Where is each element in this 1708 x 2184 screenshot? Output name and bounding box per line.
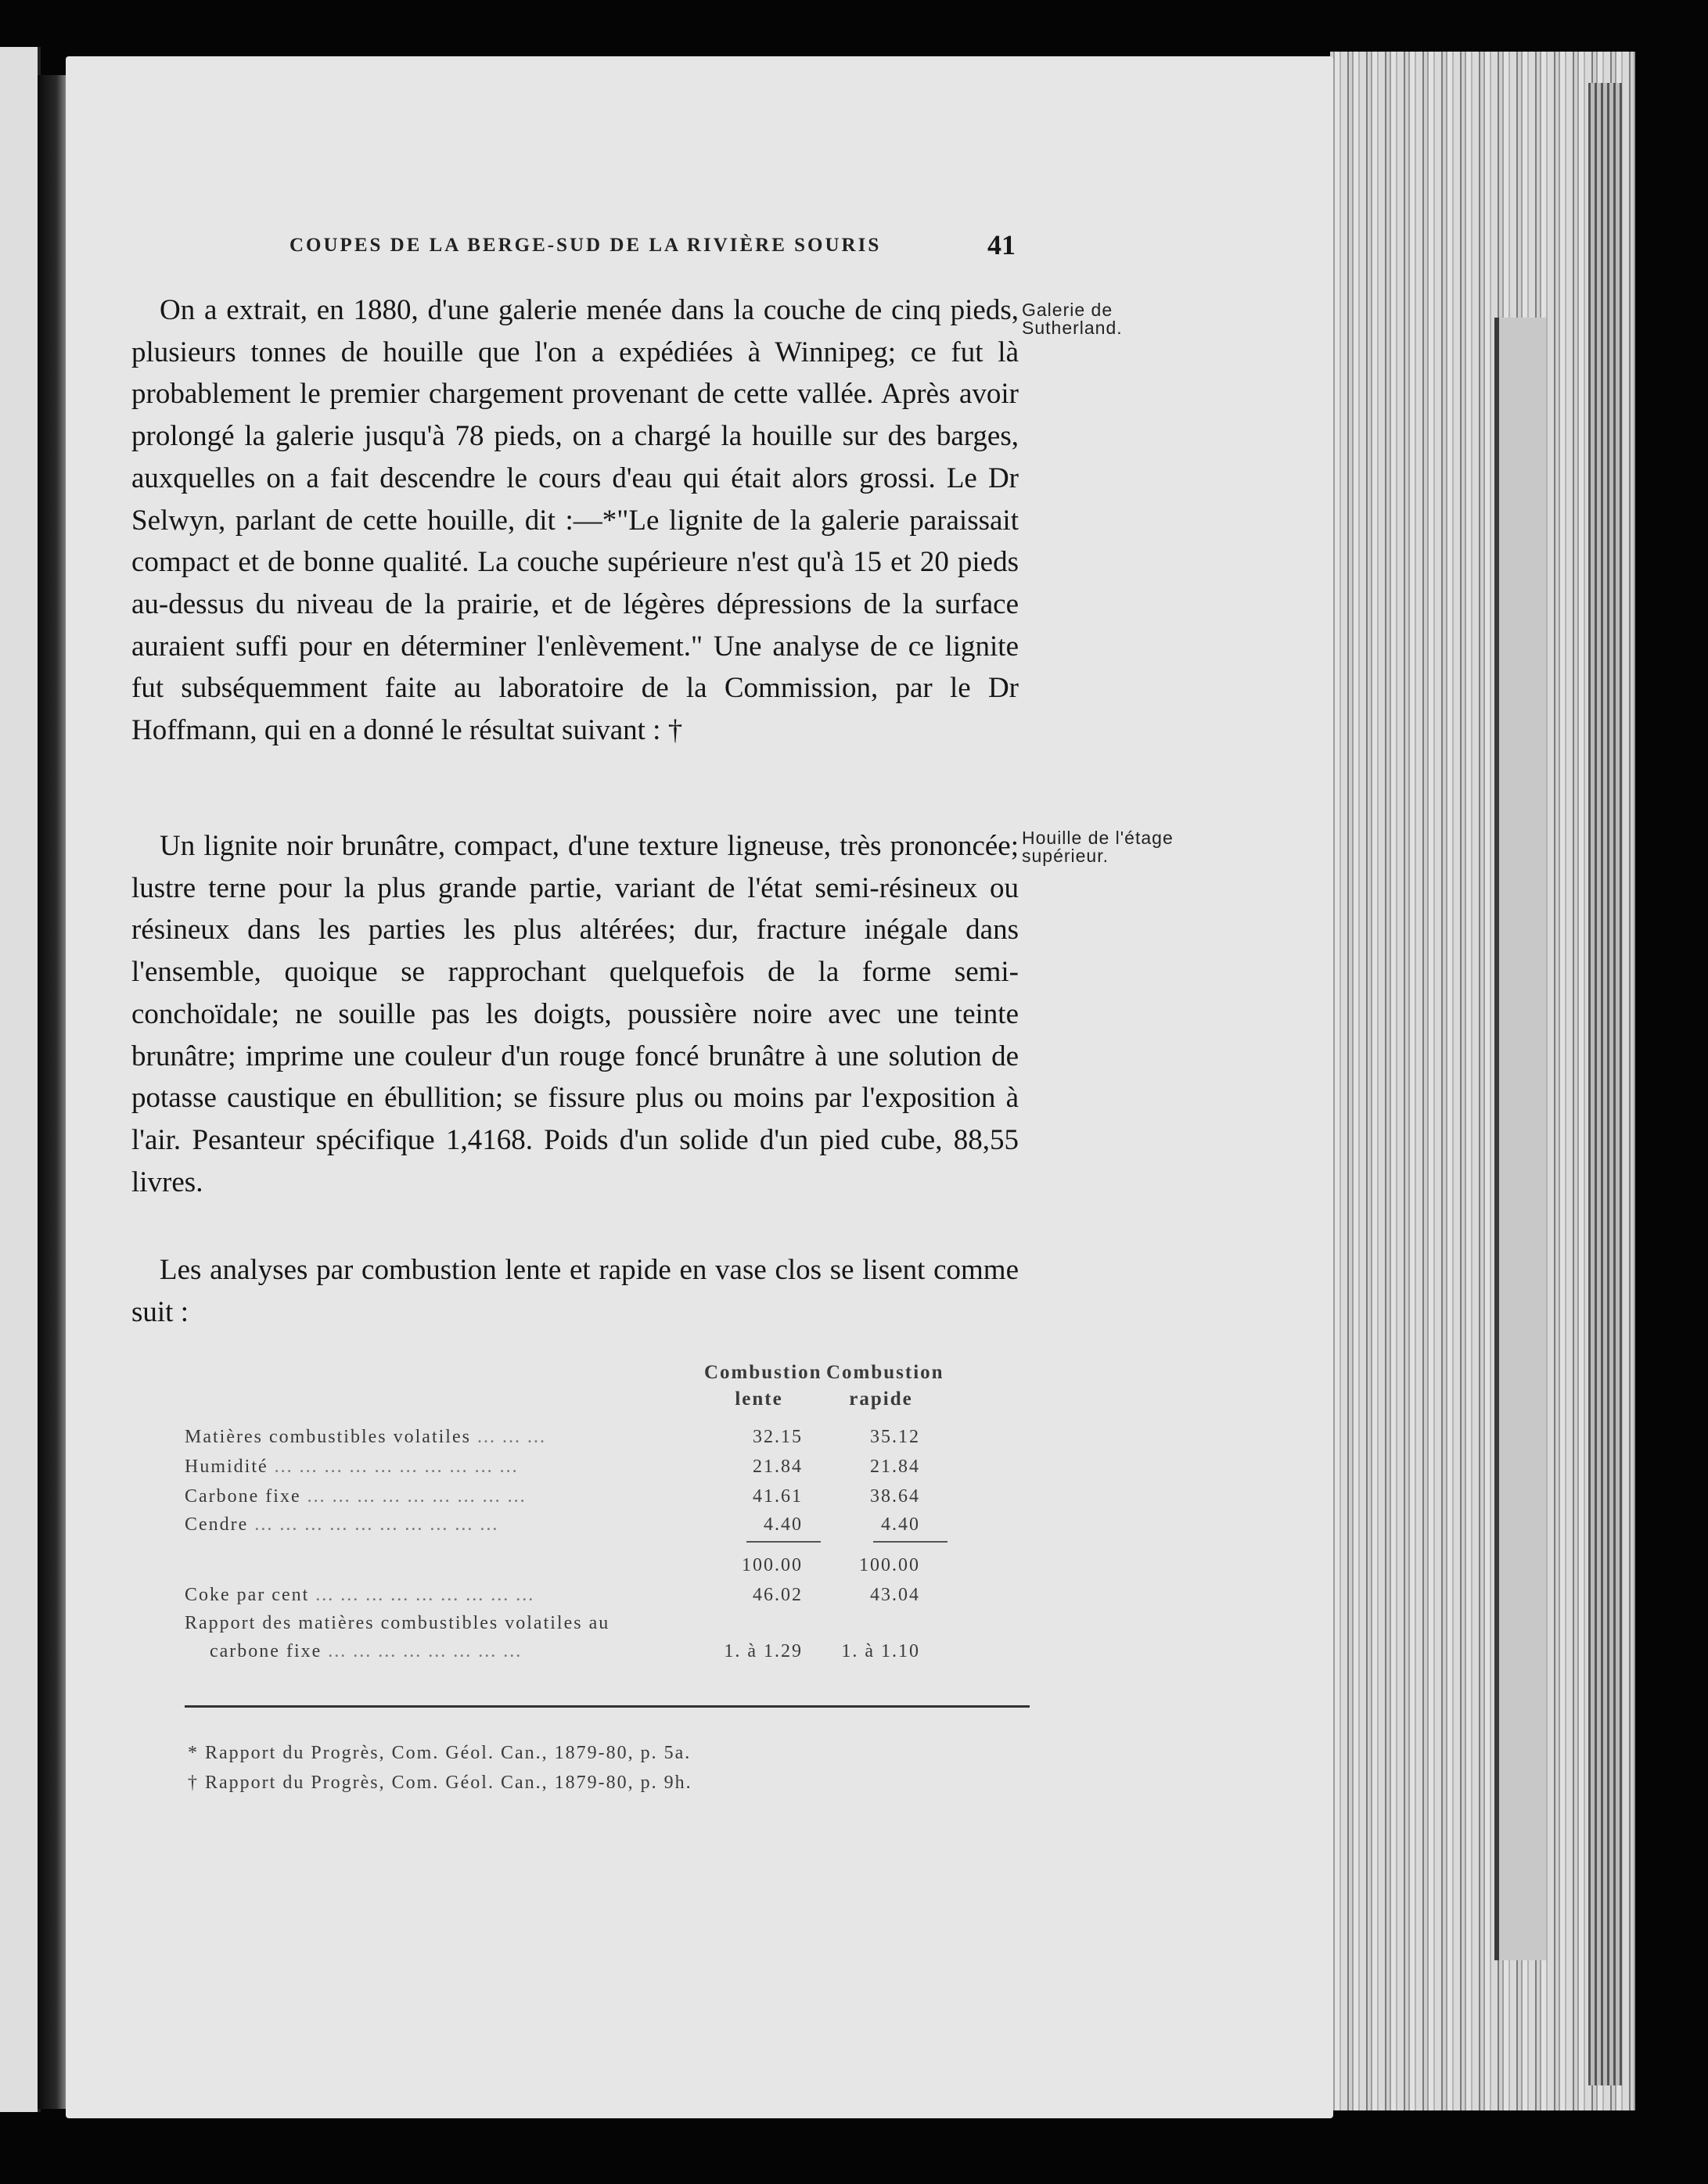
value-lente: 1. à 1.29	[724, 1641, 803, 1661]
row-label: Humidité	[185, 1457, 268, 1477]
row-label: Coke par cent	[185, 1585, 310, 1605]
value-lente: 46.02	[753, 1585, 803, 1605]
leader-dots: ... ... ... ... ... ... ... ... ...	[300, 1486, 527, 1507]
paragraph-3: Les analyses par combustion lente et rapide en vase clos se lisent comme suit :	[131, 1254, 1019, 1328]
footnote-rule	[185, 1705, 1030, 1708]
paragraph-2: Un lignite noir brunâtre, compact, d'une texture ligneuse, très prononcée; lustre terne pour la plus grande partie, variant de l'état semi-résineux ou résineux dans les parties les plus altérées; dur, fracture inégale dans l'ensemble, quoique se rapprochant quelquefois de la forme semi-conchoïdale; ne souille pas les doigts, poussière noire avec une teinte brunâtre; imprime une couleur d'un rouge foncé brunâtre à une solution de potasse caustique en ébullition; se fissure plus ou moins par l'exposition à l'air. Pesanteur spécifique 1,4168. Poids d'un solide d'un pied cube, 88,55 livres.	[131, 830, 1019, 1198]
leader-dots: ... ... ... ... ... ... ... ...	[322, 1641, 523, 1661]
row-label: Cendre	[185, 1514, 249, 1535]
leader-dots: ... ... ... ... ... ... ... ... ... ...	[248, 1514, 499, 1535]
column-header-rapide: Combustion rapide	[826, 1362, 944, 1410]
page-stack-edges	[1330, 52, 1635, 2110]
footnote-2: † Rapport du Progrès, Com. Géol. Can., 1879-80, p. 9h.	[188, 1773, 692, 1793]
leader-dots: ... ... ... ... ... ... ... ... ... ...	[268, 1457, 519, 1477]
table-row	[185, 1486, 991, 1516]
table-row-total	[185, 1555, 991, 1585]
row-label: Matières combustibles volatiles	[185, 1427, 471, 1447]
value-rapide: 1. à 1.10	[841, 1641, 920, 1661]
value-lente: 100.00	[742, 1555, 803, 1575]
leader-dots: ... ... ...	[470, 1427, 546, 1447]
book-gutter	[38, 75, 69, 2109]
sum-rule-rapide	[873, 1541, 947, 1543]
margin-note-houille: Houille de l'étage supérieur.	[1022, 828, 1174, 866]
table-row	[185, 1585, 991, 1615]
table-row	[185, 1613, 991, 1643]
footnote-1: * Rapport du Progrès, Com. Géol. Can., 1879-80, p. 5a.	[188, 1743, 692, 1763]
value-lente: 41.61	[753, 1486, 803, 1507]
sum-rule-lente	[746, 1541, 821, 1543]
running-head: COUPES DE LA BERGE-SUD DE LA RIVIÈRE SOURIS	[289, 235, 882, 256]
value-rapide: 4.40	[881, 1514, 920, 1535]
row-label: Carbone fixe	[185, 1486, 301, 1507]
value-lente: 21.84	[753, 1457, 803, 1477]
value-rapide: 35.12	[870, 1427, 920, 1447]
value-lente: 32.15	[753, 1427, 803, 1447]
table-row	[185, 1641, 991, 1671]
value-rapide: 100.00	[859, 1555, 920, 1575]
row-label: Rapport des matières combustibles volatiles au	[185, 1613, 610, 1633]
value-rapide: 21.84	[870, 1457, 920, 1477]
value-lente: 4.40	[764, 1514, 803, 1535]
table-row	[185, 1427, 991, 1457]
leader-dots: ... ... ... ... ... ... ... ... ...	[309, 1585, 535, 1605]
facing-page-edge	[0, 47, 41, 2112]
table-row	[185, 1457, 991, 1486]
value-rapide: 43.04	[870, 1585, 920, 1605]
row-label: carbone fixe	[185, 1641, 322, 1661]
value-rapide: 38.64	[870, 1486, 920, 1507]
table-row	[185, 1514, 991, 1544]
paragraph-1: On a extrait, en 1880, d'une galerie menée dans la couche de cinq pieds, plusieurs tonnes de houille que l'on a expédiées à Winnipeg; ce fut là probablement le premier chargement provenant de cette vallée. Après avoir prolongé la galerie jusqu'à 78 pieds, on a chargé la houille sur des barges, auxquelles on a fait descendre le cours d'eau qui était alors grossi. Le Dr Selwyn, parlant de cette houille, dit :—*"Le lignite de la galerie paraissait compact et de bonne qualité. La couche supérieure n'est qu'à 15 et 20 pieds au-dessus du niveau de la prairie, et de légères dépressions de la surface auraient suffi pour en déterminer l'enlèvement." Une analyse de ce lignite fut subséquemment faite au laboratoire de la Commission, par le Dr Hoffmann, qui en a donné le résultat suivant : †	[131, 294, 1019, 747]
margin-note-galerie: Galerie de Sutherland.	[1022, 300, 1123, 338]
column-header-lente: Combustion lente	[704, 1362, 822, 1410]
page-number: 41	[987, 229, 1016, 260]
